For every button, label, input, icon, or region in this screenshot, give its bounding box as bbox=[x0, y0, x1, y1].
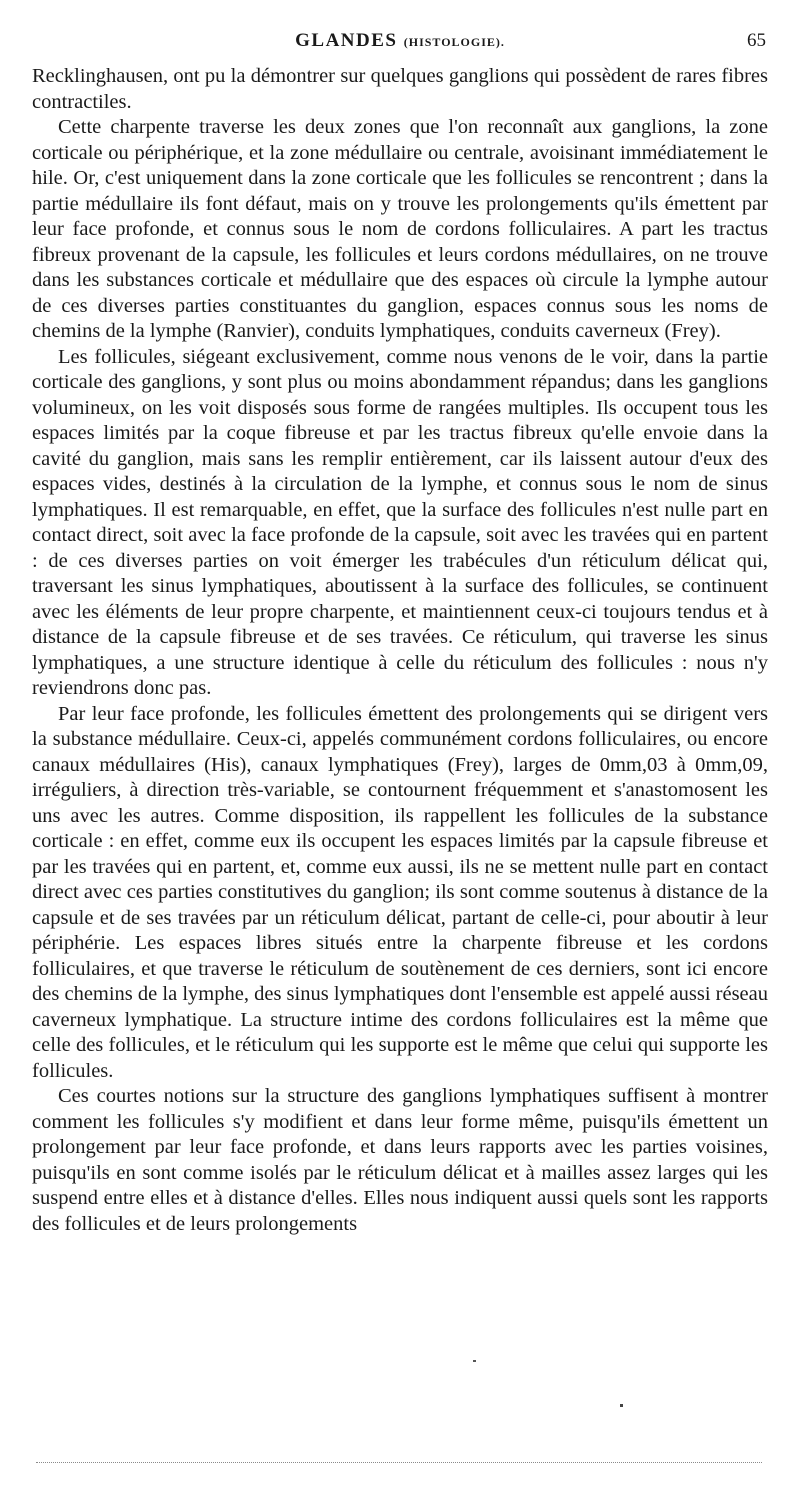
print-speck bbox=[473, 1360, 476, 1362]
body-text bbox=[32, 64, 768, 1237]
chapter-title: GLANDES bbox=[295, 30, 398, 51]
page-number: 65 bbox=[747, 30, 766, 51]
running-title bbox=[32, 30, 768, 52]
footer-rule bbox=[36, 1462, 762, 1463]
paragraph: Recklinghausen, ont pu la démontrer sur quelques ganglions qui possèdent de rares fibres contractiles. bbox=[32, 65, 768, 113]
print-speck bbox=[620, 1404, 623, 1407]
paragraph: Cette charpente traverse les deux zones que l'on reconnaît aux ganglions, la zone corticale ou périphérique, et la zone médullaire ou centrale, avoisinant immédiatement le hile. Or, c'est uniquement dans la zone corticale que les follicules se rencontrent ; dans la partie médullaire ils font défaut, mais on y trouve les prolongements qu'ils émettent par leur face profonde, et connus sous le nom de cordons folliculaires. A part les tractus fibreux provenant de la capsule, les follicules et leurs cordons médullaires, on ne trouve dans les substances corticale et médullaire que des espaces où circule la lymphe autour de ces diverses parties constituantes du ganglion, espaces connus sous les noms de chemins de la lymphe (Ranvier), conduits lymphatiques, conduits caverneux (Frey). bbox=[32, 116, 768, 342]
paragraph: Les follicules, siégeant exclusivement, comme nous venons de le voir, dans la partie corticale des ganglions, y sont plus ou moins abondamment répandus; dans les ganglions volumineux, on les voit disposés sous forme de rangées multiples. Ils occupent tous les espaces limités par la coque fibreuse et par les tractus fibreux qu'elle envoie dans la cavité du ganglion, mais sans les remplir entièrement, car ils laissent autour d'eux des espaces vides, destinés à la circulation de la lymphe, et connus sous le nom de sinus lymphatiques. Il est remarquable, en effet, que la surface des follicules n'est nulle part en contact direct, soit avec la face profonde de la capsule, soit avec les travées qui en partent : de ces diverses parties on voit émerger les trabécules d'un réticulum délicat qui, traversant les sinus lymphatiques, aboutissent à la surface des follicules, se continuent avec les éléments de leur propre charpente, et maintiennent ceux-ci toujours tendus et à distance de la capsule fibreuse et de ses travées. Ce réticulum, qui traverse les sinus lymphatiques, a une structure identique à celle du réticulum des follicules : nous n'y reviendrons donc pas. bbox=[32, 345, 768, 699]
book-page bbox=[32, 0, 768, 1500]
paragraph: Par leur face profonde, les follicules émettent des prolongements qui se dirigent vers la substance médullaire. Ceux-ci, appelés communément cordons folliculaires, ou encore canaux médullaires (His), canaux lymphatiques (Frey), larges de 0mm,03 à 0mm,09, irréguliers, à direction très-variable, se contournent fréquemment et s'anastomosent les uns avec les autres. Comme disposition, ils rappellent les follicules de la substance corticale : en effet, comme eux ils occupent les espaces limités par la capsule fibreuse et par les travées qui en partent, et, comme eux aussi, ils ne se mettent nulle part en contact direct avec ces parties constitutives du ganglion; ils sont comme soutenus à distance de la capsule et de ses travées par un réticulum délicat, partant de celle-ci, pour aboutir à leur périphérie. Les espaces libres situés entre la charpente fibreuse et les cordons folliculaires, et que traverse le réticulum de soutènement de ces derniers, sont ici encore des chemins de la lymphe, des sinus lymphatiques dont l'ensemble est appelé aussi réseau caverneux lymphatique. La structure intime des cordons folliculaires est la même que celle des follicules, et le réticulum qui les supporte est le même que celui qui supporte les follicules. bbox=[32, 702, 768, 1082]
chapter-subtitle: (HISTOLOGIE). bbox=[403, 35, 505, 49]
running-head bbox=[32, 30, 768, 58]
paragraph: Ces courtes notions sur la structure des ganglions lymphatiques suffisent à montrer comment les follicules s'y modifient et dans leur forme même, puisqu'ils émettent un prolongement par leur face profonde, et dans leurs rapports avec les parties voisines, puisqu'ils en sont comme isolés par le réticulum délicat et à mailles assez larges qui les suspend entre elles et à distance d'elles. Elles nous indiquent aussi quels sont les rapports des follicules et de leurs prolongements bbox=[32, 1085, 768, 1235]
